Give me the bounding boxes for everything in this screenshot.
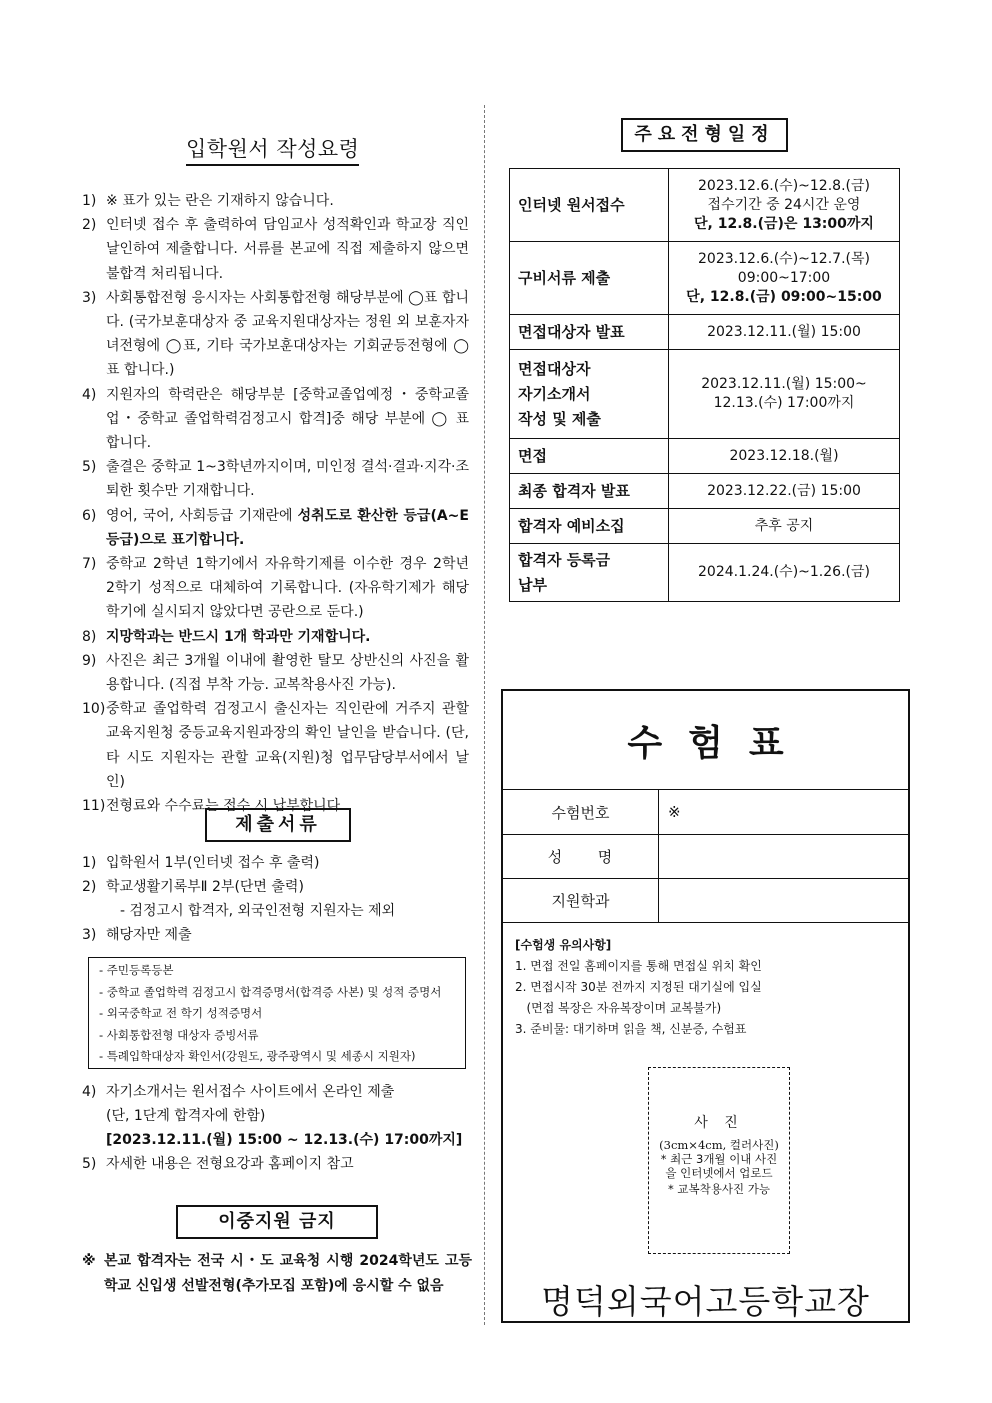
page-title: 입학원서 작성요령 — [186, 133, 359, 166]
doc-text: 자세한 내용은 전형요강과 홈페이지 참고 — [106, 1156, 354, 1172]
instruction-text-part: 사회통합전형 응시자는 사회통합전형 해당부분에 ◯표 합니다. (국가보훈대상자 중 교육지원대상자는 정원 외 보훈자자녀전형에 ◯표, 기타 국가보훈대상자는 기회균등전형에 ◯표 합니다.) — [106, 289, 469, 379]
doc-number: 4) — [82, 1084, 97, 1100]
doc-text: 입학원서 1부(인터넷 접수 후 출력) — [106, 855, 320, 871]
ticket-row — [503, 834, 908, 879]
doc-number: 5) — [82, 1156, 97, 1172]
dup-mark: ※ — [82, 1253, 96, 1269]
instruction-text — [106, 383, 469, 456]
photo-size: (3cm×4cm, 컬러사진) — [659, 1138, 779, 1152]
instruction-text-part: 중학교 2학년 1학기에서 자유학기제를 이수한 경우 2학년 2학기 성적으로 대체하여 기록합니다. (자유학기제가 해당 학기에 실시되지 않았다면 공란으로 둔다.) — [106, 556, 469, 621]
schedule-title: 주요전형일정 — [621, 118, 788, 152]
schedule-value — [669, 242, 900, 315]
instruction-text — [106, 625, 469, 649]
doc-item — [82, 899, 472, 923]
photo-box — [648, 1067, 790, 1254]
instruction-text — [106, 697, 469, 794]
notice-item: 1. 면접 전일 홈페이지를 통해 면접실 위치 확인 — [515, 959, 762, 973]
schedule-key: 구비서류 제출 — [510, 242, 669, 315]
schedule-line: 2023.12.11.(월) 15:00 — [707, 323, 861, 340]
schedule-value — [669, 544, 900, 602]
schedule-key: 인터넷 원서접수 — [510, 169, 669, 242]
subdocs-box — [88, 957, 466, 1069]
instruction-text — [106, 189, 469, 213]
instruction-item — [82, 625, 469, 649]
instruction-item — [82, 189, 469, 213]
notice-item: 3. 준비물: 대기하며 읽을 책, 신분증, 수험표 — [515, 1022, 747, 1036]
instruction-text-part: 지원자의 학력란은 해당부분 [중학교졸업예정・중학교졸업・중학교 졸업학력검정고시 합격]중 해당 부분에 ◯ 표 합니다. — [106, 386, 469, 452]
schedule-value — [669, 474, 900, 509]
doc-number — [82, 1104, 106, 1128]
instruction-item — [82, 504, 469, 552]
instruction-number: 3) — [82, 289, 97, 306]
instruction-number: 11) — [82, 798, 106, 815]
schedule-row — [510, 509, 900, 544]
doc-text: 학교생활기록부Ⅱ 2부(단면 출력) — [106, 879, 304, 895]
schedule-line: 2023.12.22.(금) 15:00 — [707, 482, 861, 499]
notice-item: (면접 복장은 자유복장이며 교복불가) — [515, 1001, 722, 1015]
instruction-item — [82, 552, 469, 625]
instruction-number: 1) — [82, 193, 97, 209]
schedule-key: 합격자 예비소집 — [510, 509, 669, 544]
instruction-number: 9) — [82, 652, 97, 669]
schedule-value — [669, 439, 900, 474]
instruction-number: 6) — [82, 507, 97, 524]
instruction-text-part: 인터넷 접수 후 출력하여 담임교사 성적확인과 학교장 직인 날인하여 제출합니다. 서류를 본교에 직접 제출하지 않으면 불합격 처리됩니다. — [106, 217, 469, 282]
ticket-row-label: 성 명 — [503, 834, 659, 878]
instruction-number: 8) — [82, 628, 97, 645]
schedule-line: 12.13.(수) 17:00까지 — [713, 395, 855, 411]
instruction-text — [106, 213, 469, 286]
schedule-row — [510, 169, 900, 242]
schedule-key: 면접대상자 발표 — [510, 315, 669, 350]
subdoc-item: - 중학교 졸업학력 검정고시 합격증명서(합격증 사본) 및 성적 증명서 — [99, 984, 442, 999]
subdoc-item: - 사회통합전형 대상자 증빙서류 — [99, 1027, 259, 1042]
schedule-line: 2023.12.6.(수)~12.8.(금) — [698, 177, 870, 194]
schedule-line: 추후 공지 — [754, 517, 814, 534]
schedule-key: 합격자 등록금 납부 — [510, 544, 669, 602]
doc-text: 자기소개서는 원서접수 사이트에서 온라인 제출 — [106, 1084, 395, 1100]
docs-list — [82, 851, 472, 947]
schedule-row — [510, 439, 900, 474]
doc-text: (단, 1단계 합격자에 한함) — [106, 1108, 266, 1124]
schedule-row — [510, 350, 900, 439]
doc-item — [82, 1080, 472, 1104]
instruction-item — [82, 213, 469, 286]
instruction-text-part: 영어, 국어, 사회등급 기재란에 — [106, 507, 298, 524]
doc-item — [82, 923, 472, 947]
dup-title: 이중지원 금지 — [176, 1205, 378, 1239]
instruction-text-part: 사진은 최근 3개월 이내에 촬영한 탈모 상반신의 사진을 활용합니다. (직접 부착 가능. 교복착용사진 가능). — [106, 652, 469, 694]
doc-item — [82, 1152, 472, 1176]
notice-item: 2. 면접시작 30분 전까지 지정된 대기실에 입실 — [515, 980, 762, 994]
ticket-row — [503, 790, 908, 835]
instruction-item — [82, 286, 469, 383]
doc-text: - 검정고시 합격자, 외국인전형 지원자는 제외 — [120, 903, 396, 919]
instruction-item — [82, 455, 469, 503]
schedule-row — [510, 242, 900, 315]
school-name: 명덕외국어고등학교장 — [541, 1282, 870, 1321]
photo-title: 사 진 — [694, 1115, 744, 1131]
instruction-text — [106, 455, 469, 503]
subdoc-item: - 특례입학대상자 확인서(강원도, 광주광역시 및 세종시 지원자) — [99, 1049, 416, 1063]
schedule-key: 면접 — [510, 439, 669, 474]
instruction-item — [82, 383, 469, 456]
instruction-text — [106, 504, 469, 552]
schedule-value — [669, 350, 900, 439]
instruction-number: 2) — [82, 217, 97, 234]
docs-title: 제출서류 — [205, 808, 351, 842]
ticket-row-label: 수험번호 — [503, 790, 659, 834]
schedule-row — [510, 474, 900, 509]
instruction-text-part: 전형료와 수수료는 접수 시 납부합니다. — [106, 798, 345, 815]
schedule-line-bold: 단, 12.8.(금)은 13:00까지 — [694, 215, 874, 232]
exam-ticket — [501, 689, 910, 1323]
schedule-key: 최종 합격자 발표 — [510, 474, 669, 509]
schedule-value — [669, 315, 900, 350]
schedule-row — [510, 544, 900, 602]
doc-number: 1) — [82, 855, 97, 871]
dup-notice — [82, 1249, 472, 1298]
instruction-list — [82, 189, 469, 818]
ticket-title: 수험표 — [503, 691, 908, 790]
doc-item — [82, 875, 472, 899]
schedule-line-bold: 단, 12.8.(금) 09:00~15:00 — [686, 288, 882, 305]
ticket-row-value: ※ — [668, 803, 681, 821]
schedule-line: 2023.12.11.(월) 15:00~ — [701, 376, 867, 392]
instruction-text-part: ※ 표가 있는 란은 기재하지 않습니다. — [106, 193, 334, 209]
doc-number: 3) — [82, 927, 97, 943]
doc-text: 해당자만 제출 — [106, 927, 192, 943]
doc-item — [82, 1104, 472, 1128]
schedule-line: 접수기간 중 24시간 운영 — [707, 196, 861, 213]
instruction-text — [106, 552, 469, 625]
schedule-line: 2024.1.24.(수)~1.26.(금) — [698, 564, 870, 580]
instruction-number: 4) — [82, 386, 97, 403]
schedule-value — [669, 169, 900, 242]
doc-number — [82, 1128, 106, 1152]
instruction-item — [82, 697, 469, 794]
notice-title: [수험생 유의사항] — [515, 938, 612, 952]
ticket-row — [503, 878, 908, 923]
photo-note-2: * 교복착용사진 가능 — [668, 1182, 770, 1196]
instruction-text-bold: 지망학과는 반드시 1개 학과만 기재합니다. — [106, 628, 371, 645]
instruction-text-bold: 성취도로 환산한 등급(A~E등급)으로 표기합니다. — [106, 507, 469, 548]
instruction-text-part: 출결은 중학교 1~3학년까지이며, 미인정 결석·결과·지각·조퇴한 횟수만 기재합니다. — [106, 459, 469, 500]
doc-text: [2023.12.11.(월) 15:00 ~ 12.13.(수) 17:00까지] — [106, 1132, 463, 1148]
column-divider — [484, 105, 485, 1325]
photo-note-1: * 최근 3개월 이내 사진을 인터넷에서 업로드 — [660, 1152, 778, 1180]
ticket-row-label: 지원학과 — [503, 878, 659, 922]
schedule-row — [510, 315, 900, 350]
subdoc-item: - 외국중학교 전 학기 성적증명서 — [99, 1006, 263, 1020]
dup-text: 본교 합격자는 전국 시・도 교육청 시행 2024학년도 고등학교 신입생 선발전형(추가모집 포함)에 응시할 수 없음 — [104, 1253, 472, 1294]
subdoc-item: - 주민등록등본 — [99, 963, 174, 977]
instruction-text — [106, 649, 469, 697]
instruction-number: 7) — [82, 556, 97, 573]
doc-item — [82, 851, 472, 875]
instruction-text-part: 중학교 졸업학력 검정고시 출신자는 직인란에 거주지 관할 교육지원청 중등교육지원과장의 확인 날인을 받습니다. (단, 타 시도 지원자는 관할 교육(지원)청 업무담당부서에서 날인) — [106, 701, 469, 790]
schedule-line: 09:00~17:00 — [737, 269, 831, 286]
schedule-key: 면접대상자 자기소개서 작성 및 제출 — [510, 350, 669, 439]
instruction-number: 5) — [82, 459, 97, 476]
instruction-text — [106, 286, 469, 383]
docs-list-2 — [82, 1080, 472, 1176]
doc-number: 2) — [82, 879, 97, 895]
doc-item — [82, 1128, 472, 1152]
doc-number — [82, 899, 106, 923]
schedule-line: 2023.12.18.(월) — [729, 447, 839, 464]
instruction-number: 10) — [82, 701, 106, 718]
schedule-line: 2023.12.6.(수)~12.7.(목) — [698, 250, 870, 267]
instruction-item — [82, 649, 469, 697]
schedule-table — [509, 168, 900, 602]
ticket-notice — [515, 935, 762, 1040]
schedule-value — [669, 509, 900, 544]
